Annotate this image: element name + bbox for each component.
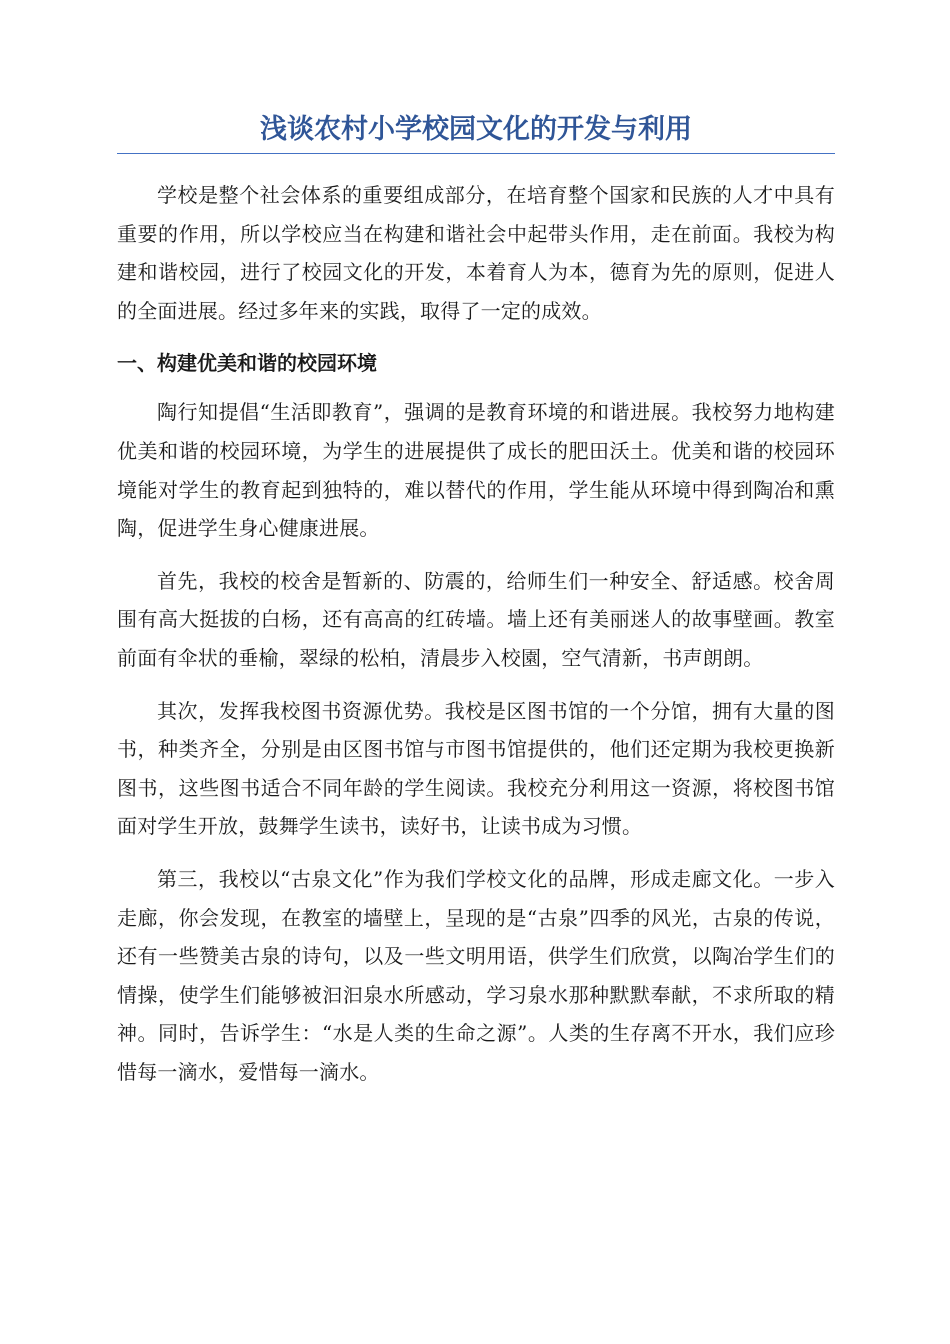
body-paragraph: 首先，我校的校舍是暂新的、防震的，给师生们一种安全、舒适感。校舍周围有高大挺拔的白杨，还有高高的红砖墙。墙上还有美丽迷人的故事壁画。教室前面有伞状的垂榆，翠绿的松柏，清晨步入校園，空气清新，书声朗朗。 — [117, 568, 835, 670]
body-paragraph: 其次，发挥我校图书资源优势。我校是区图书馆的一个分馆，拥有大量的图书，种类齐全，分别是由区图书馆与市图书馆提供的，他们还定期为我校更换新图书，这些图书适合不同年龄的学生阅读。我校充分利用这一资源，将校图书馆面对学生开放，鼓舞学生读书，读好书，让读书成为习惯。 — [117, 698, 835, 839]
title-underline — [117, 153, 835, 154]
section-heading: 一、构建优美和谐的校园环境 — [117, 351, 377, 376]
body-paragraph: 第三，我校以“古泉文化”作为我们学校文化的品牌，形成走廊文化。一步入走廊，你会发现，在教室的墙壁上，呈现的是“古泉”四季的风光，古泉的传说，还有一些赞美古泉的诗句，以及一些文明用语，供学生们欣赏，以陶冶学生们的情操，使学生们能够被汩汩泉水所感动，学习泉水那种默默奉献，不求所取的精神。同时，告诉学生：“水是人类的生命之源”。人类的生存离不开水，我们应珍惜每一滴水，爱惜每一滴水。 — [117, 866, 835, 1084]
intro-paragraph: 学校是整个社会体系的重要组成部分，在培育整个国家和民族的人才中具有重要的作用，所以学校应当在构建和谐社会中起带头作用，走在前面。我校为构建和谐校园，进行了校园文化的开发，本着育人为本，德育为先的原则，促进人的全面进展。经过多年来的实践，取得了一定的成效。 — [117, 183, 835, 323]
document-title: 浅谈农村小学校园文化的开发与利用 — [260, 114, 692, 145]
body-paragraph: 陶行知提倡“生活即教育”，强调的是教育环境的和谐进展。我校努力地构建优美和谐的校园环境，为学生的进展提供了成长的肥田沃土。优美和谐的校园环境能对学生的教育起到独特的，难以替代的作用，学生能从环境中得到陶冶和熏陶，促进学生身心健康进展。 — [117, 400, 835, 541]
document-page — [117, 110, 835, 1105]
